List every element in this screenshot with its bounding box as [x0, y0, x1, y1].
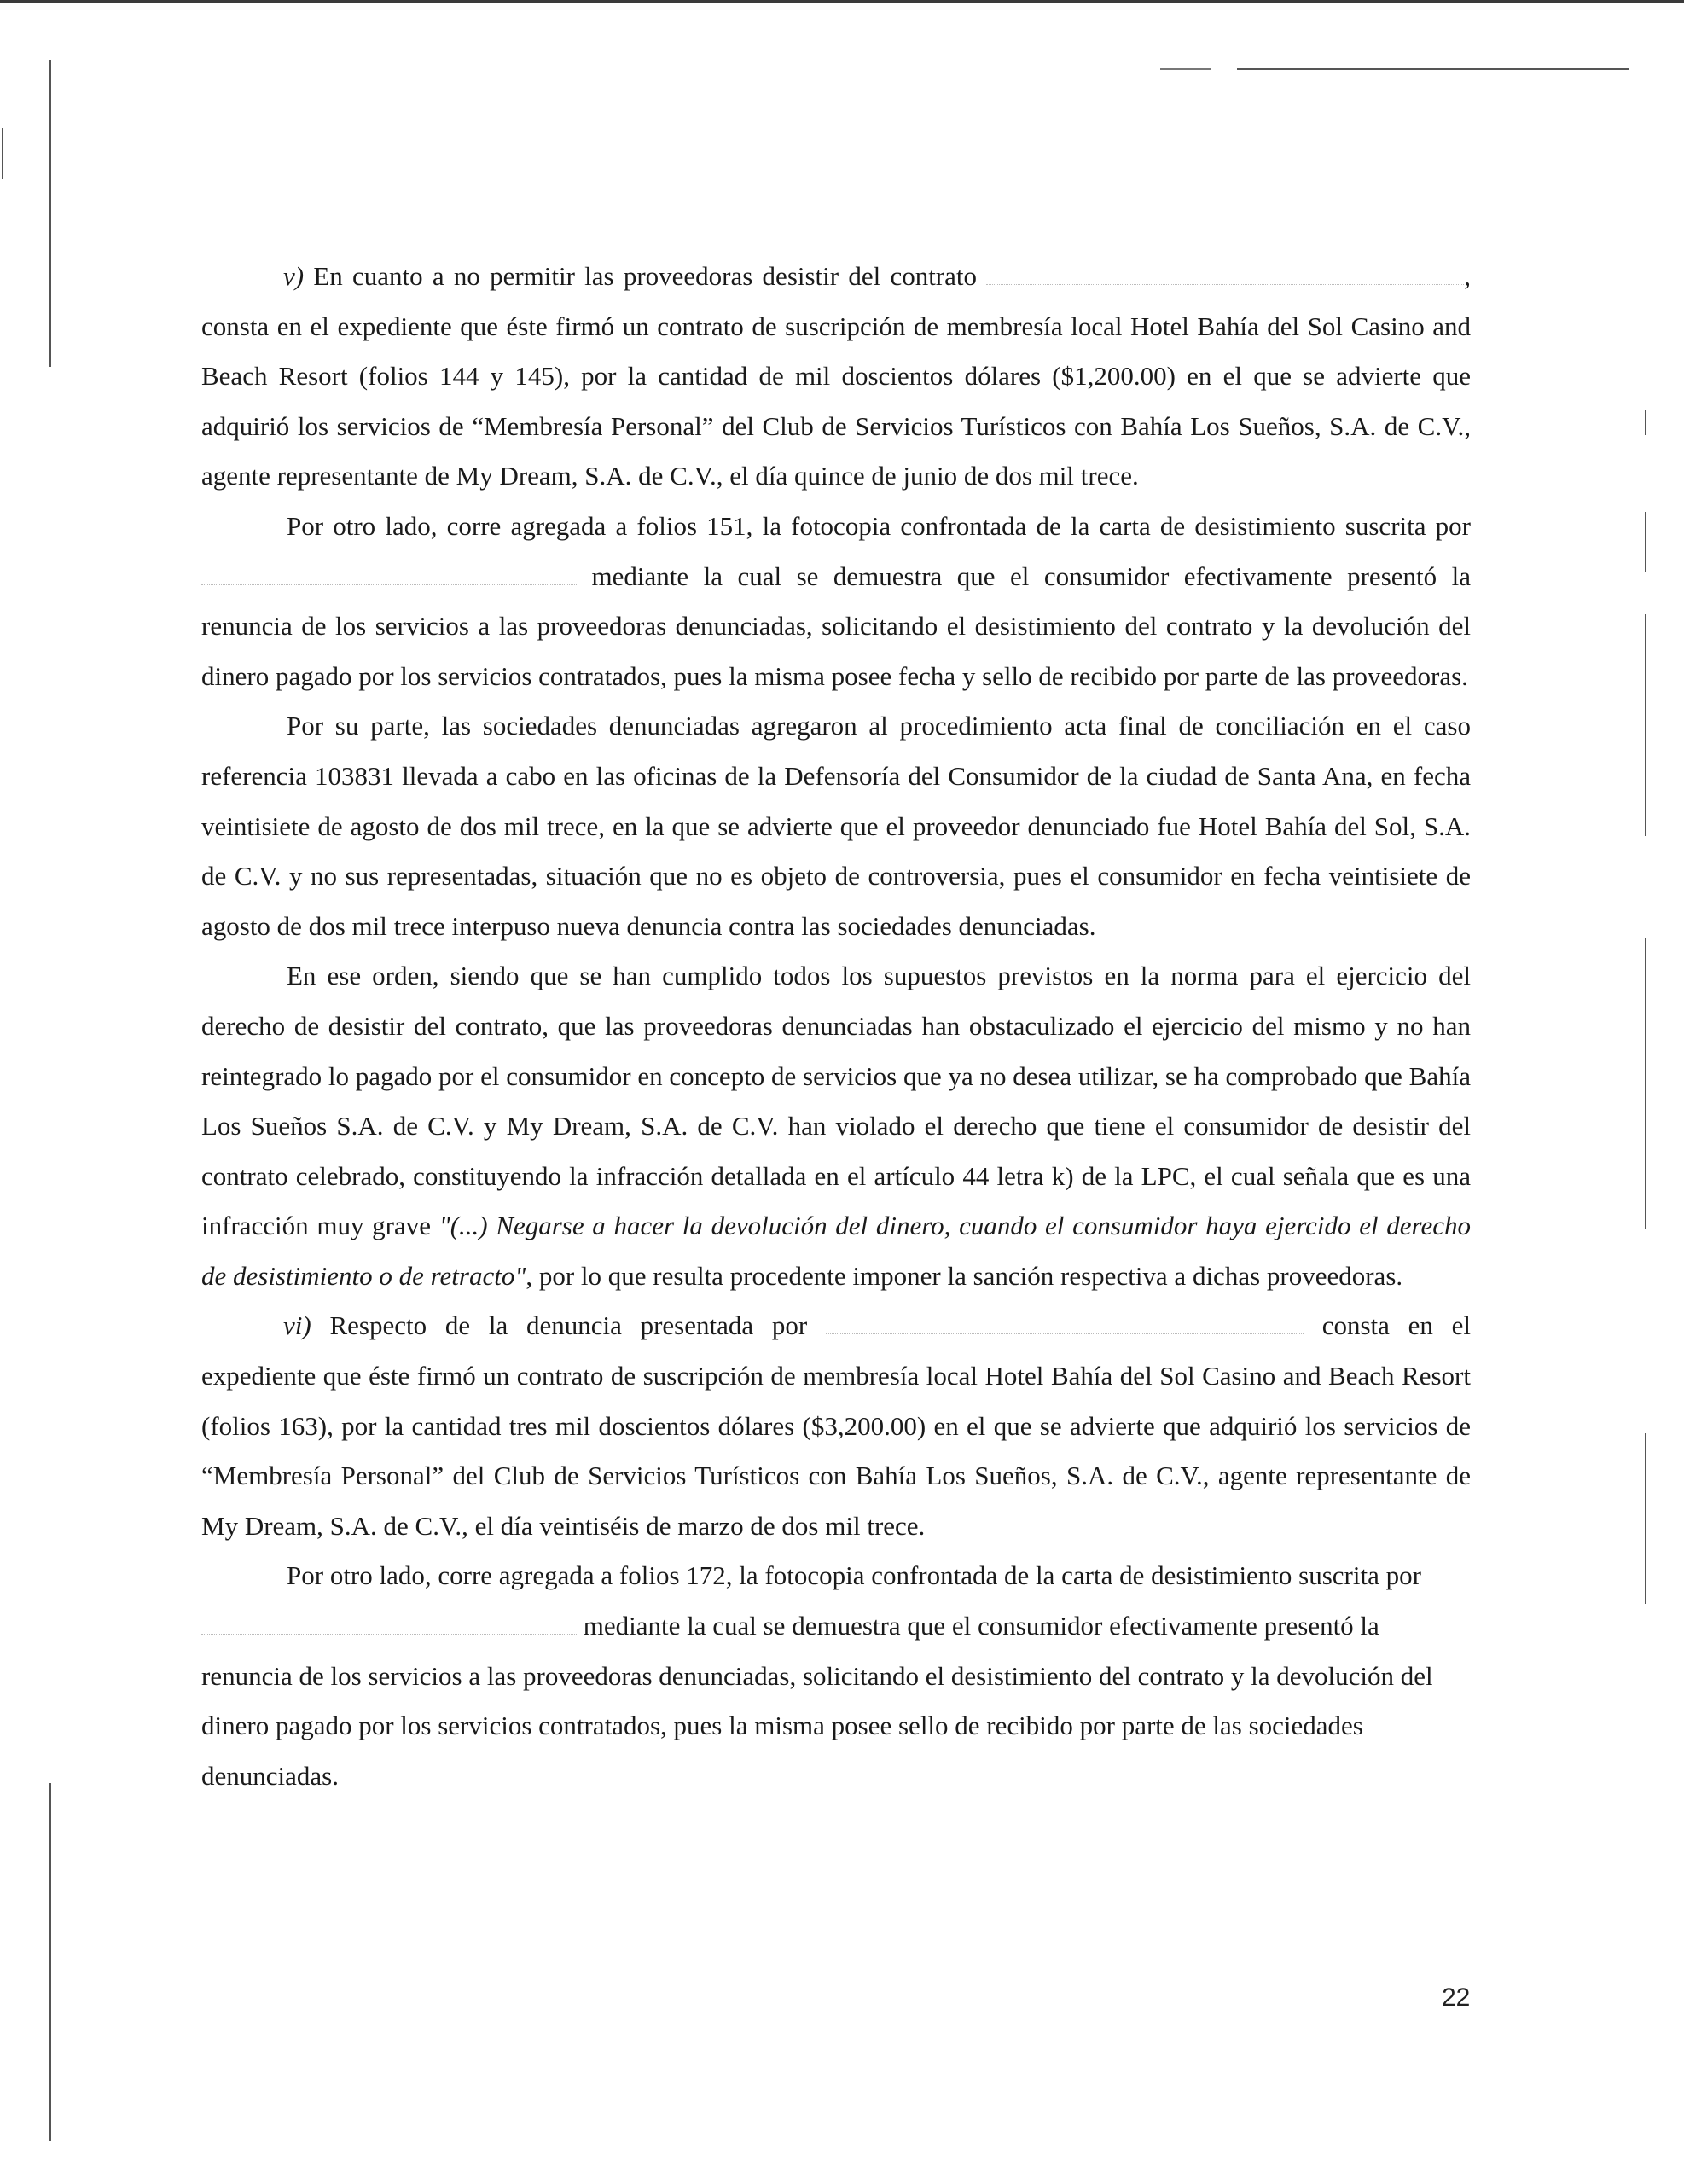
paragraph-text-continued: , por lo que resulta procedente imponer la sanción respectiva a dichas proveedoras. [526, 1260, 1403, 1291]
paragraph-text: En ese orden, siendo que se han cumplido todos los supuestos previstos en la norma para el ejercicio del derecho de desistir del contrato, que las proveedoras denunciadas han obstaculizado el ejercicio del mismo y no han reintegrado lo pagado por el consumidor en concepto de servicios que ya no desea utilizar, se ha comprobado que Bahía Los Sueños S.A. de C.V. y My Dream, S.A. de C.V. han violado el derecho que tiene el consumidor de desistir del contrato celebrado, constituyendo la infracción detallada en el artículo 44 letra k) de la LPC, el cual señala que es una infracción muy grave [201, 961, 1471, 1241]
header-rule-fragment [1160, 68, 1211, 70]
paragraph-text: Por otro lado, corre agregada a folios 172, la fotocopia confrontada de la carta de desistimiento suscrita por [287, 1560, 1421, 1591]
paragraph [201, 951, 1471, 1301]
right-margin-mark [1645, 614, 1646, 836]
redacted-name [201, 569, 577, 585]
left-margin-mark [49, 60, 51, 367]
paragraph-text: Por otro lado, corre agregada a folios 151, la fotocopia confrontada de la carta de desistimiento suscrita por [287, 510, 1471, 541]
left-margin-mark [49, 1783, 51, 2141]
left-margin-mark [2, 128, 3, 179]
legal-quote: "(...) Negarse a hacer la devolución del dinero, cuando el consumidor haya ejercido el derecho de desistimiento o de retracto" [201, 1211, 1471, 1291]
paragraph-text: Por su parte, las sociedades denunciadas agregaron al procedimiento acta final de conciliación en el caso referencia 103831 llevada a cabo en las oficinas de la Defensoría del Consumidor de la ciudad de Santa Ana, en fecha veintisiete de agosto de dos mil trece, en la que se advierte que el proveedor denunciado fue Hotel Bahía del Sol, S.A. de C.V. y no sus representadas, situación que no es objeto de controversia, pues el consumidor en fecha veintisiete de agosto de dos mil trece interpuso nueva denuncia contra las sociedades denunciadas. [201, 711, 1471, 941]
right-margin-mark [1645, 512, 1646, 572]
redacted-name [986, 269, 1464, 285]
right-margin-mark [1645, 1433, 1646, 1604]
paragraph-text: En cuanto a no permitir las proveedoras desistir del contrato [304, 261, 978, 291]
paragraph-text: Respecto de la denuncia presentada por [311, 1310, 808, 1341]
item-label: v) [283, 261, 305, 291]
paragraph-text-continued: mediante la cual se demuestra que el consumidor efectivamente presentó la renuncia de los servicios a las proveedoras denunciadas, solicitando el desistimiento del contrato y la devolución del dinero pagado por los servicios contratados, pues la misma posee fecha y sello de recibido por parte de las proveedoras. [201, 561, 1471, 691]
page-number: 22 [1442, 1984, 1471, 2012]
right-margin-mark [1645, 938, 1646, 1228]
document-body [201, 252, 1471, 1801]
paragraph-text-continued: mediante la cual se demuestra que el consumidor efectivamente presentó la renuncia de los servicios a las proveedoras denunciadas, solicitando el desistimiento del contrato y la devolución del dinero pagado por los servicios contratados, pues la misma posee sello de recibido por parte de las sociedades denunciadas. [201, 1611, 1433, 1791]
redacted-name [201, 1618, 577, 1635]
redacted-name [826, 1318, 1304, 1334]
paragraph-text-continued: , consta en el expediente que éste firmó un contrato de suscripción de membresía local Hotel Bahía del Sol Casino and Beach Resort (folios 144 y 145), por la cantidad de mil doscientos dólares ($1,200.00) en el que se advierte que adquirió los servicios de “Membresía Personal” del Club de Servicios Turísticos con Bahía Los Sueños, S.A. de C.V., agente representante de My Dream, S.A. de C.V., el día quince de junio de dos mil trece. [201, 261, 1471, 491]
paragraph [201, 701, 1471, 951]
paragraph [201, 502, 1471, 701]
paragraph-v [201, 252, 1471, 502]
paragraph-text-continued: consta en el expediente que éste firmó un contrato de suscripción de membresía local Hotel Bahía del Sol Casino and Beach Resort (folios 163), por la cantidad tres mil doscientos dólares ($3,200.00) en el que se advierte que adquirió los servicios de “Membresía Personal” del Club de Servicios Turísticos con Bahía Los Sueños, S.A. de C.V., agente representante de My Dream, S.A. de C.V., el día veintiséis de marzo de dos mil trece. [201, 1310, 1472, 1541]
top-border-rule [0, 0, 1684, 3]
item-label: vi) [283, 1310, 311, 1341]
paragraph [201, 1551, 1471, 1801]
header-rule [1237, 68, 1629, 70]
paragraph-vi [201, 1301, 1471, 1551]
right-margin-mark [1645, 410, 1646, 435]
